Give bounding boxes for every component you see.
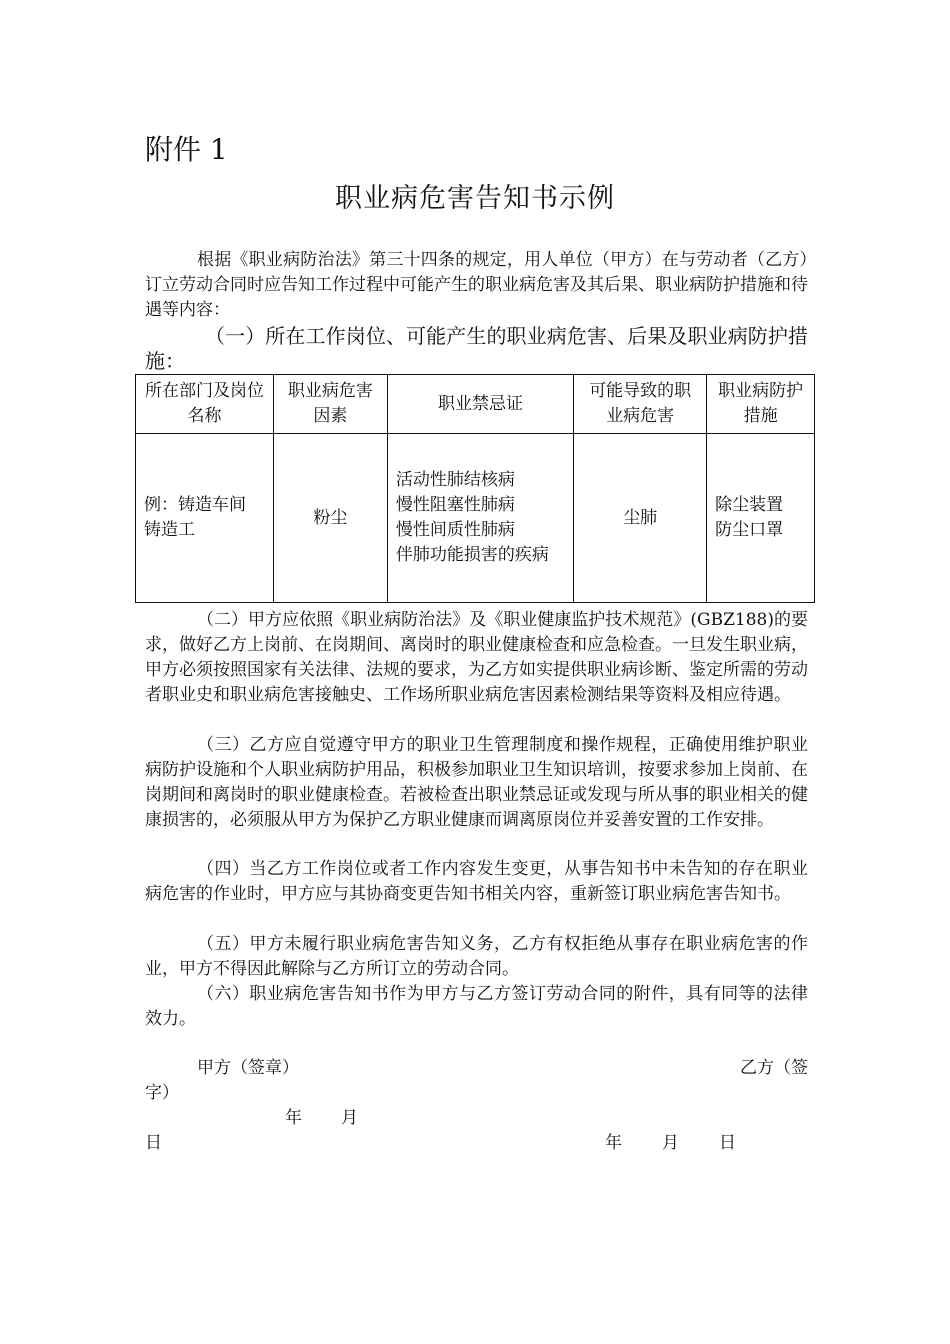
party-a-year-label: 年 xyxy=(285,1108,302,1128)
cell-disease: 尘肺 xyxy=(574,434,707,603)
hazard-table xyxy=(135,374,815,603)
measure-line: 防尘口罩 xyxy=(715,520,784,540)
intro-paragraph: 根据《职业病防治法》第三十四条的规定，用人单位（甲方）在与劳动者（乙方）订立劳动合同时应告知工作过程中可能产生的职业病危害及其后果、职业病防护措施和待遇等内容： xyxy=(145,250,808,320)
cell-factor: 粉尘 xyxy=(274,434,388,603)
section-2-paragraph: （二）甲方应依照《职业病防治法》及《职业健康监护技术规范》(GBZ188)的要求，做好乙方上岗前、在岗期间、离岗时的职业健康检查和应急检查。一旦发生职业病，甲方必须按照国家有关法律、法规的要求，为乙方如实提供职业病诊断、鉴定所需的劳动者职业史和职业病危害接触史、工作场所职业病危害因素检测结果等资料及相应待遇。 xyxy=(145,610,808,705)
cell-contraindication xyxy=(387,434,573,603)
dept-line: 例：铸造车间 xyxy=(144,495,246,515)
party-a-signature-label: 甲方（签章） xyxy=(197,1058,299,1078)
table-row xyxy=(136,434,815,603)
section-6-paragraph: （六）职业病危害告知书作为甲方与乙方签订劳动合同的附件，具有同等的法律效力。 xyxy=(145,984,808,1029)
party-b-day-label: 日 xyxy=(719,1133,736,1153)
contraindication-line: 伴肺功能损害的疾病 xyxy=(395,545,549,565)
contraindication-line: 慢性间质性肺病 xyxy=(395,520,515,540)
document-title: 职业病危害告知书示例 xyxy=(335,183,615,214)
attachment-label: 附件 1 xyxy=(145,133,228,166)
measure-line: 除尘装置 xyxy=(715,495,784,515)
contraindication-line: 慢性阻塞性肺病 xyxy=(395,495,515,515)
header-disease: 可能导致的职业病危害 xyxy=(574,375,707,434)
section-1-heading: （一）所在工作岗位、可能产生的职业病危害、后果及职业病防护措施： xyxy=(145,324,808,373)
party-b-year-label: 年 xyxy=(605,1133,622,1153)
party-b-month-label: 月 xyxy=(662,1133,679,1153)
cell-measure xyxy=(707,434,815,603)
cell-dept xyxy=(136,434,274,603)
section-3-paragraph: （三）乙方应自觉遵守甲方的职业卫生管理制度和操作规程，正确使用维护职业病防护设施和个人职业病防护用品，积极参加职业卫生知识培训，按要求参加上岗前、在岗期间和离岗时的职业健康检查。若被检查出职业禁忌证或发现与所从事的职业相关的健康损害的，必须服从甲方为保护乙方职业健康而调离原岗位并妥善安置的工作安排。 xyxy=(145,735,808,830)
contraindication-line: 活动性肺结核病 xyxy=(395,470,515,490)
party-a-day-label: 日 xyxy=(145,1133,162,1153)
header-contraindication: 职业禁忌证 xyxy=(387,375,573,434)
header-dept: 所在部门及岗位名称 xyxy=(136,375,274,434)
party-b-signature-label-end: 字） xyxy=(145,1083,179,1103)
header-factor: 职业病危害因素 xyxy=(274,375,388,434)
dept-line: 铸造工 xyxy=(144,520,195,540)
section-5-paragraph: （五）甲方未履行职业病危害告知义务，乙方有权拒绝从事存在职业病危害的作业，甲方不得因此解除与乙方所订立的劳动合同。 xyxy=(145,934,808,979)
header-measure: 职业病防护措施 xyxy=(707,375,815,434)
section-4-paragraph: （四）当乙方工作岗位或者工作内容发生变更，从事告知书中未告知的存在职业病危害的作业时，甲方应与其协商变更告知书相关内容，重新签订职业病危害告知书。 xyxy=(145,859,808,904)
party-a-month-label: 月 xyxy=(341,1108,358,1128)
table-header-row xyxy=(136,375,815,434)
party-b-signature-label: 乙方（签 xyxy=(740,1058,808,1078)
